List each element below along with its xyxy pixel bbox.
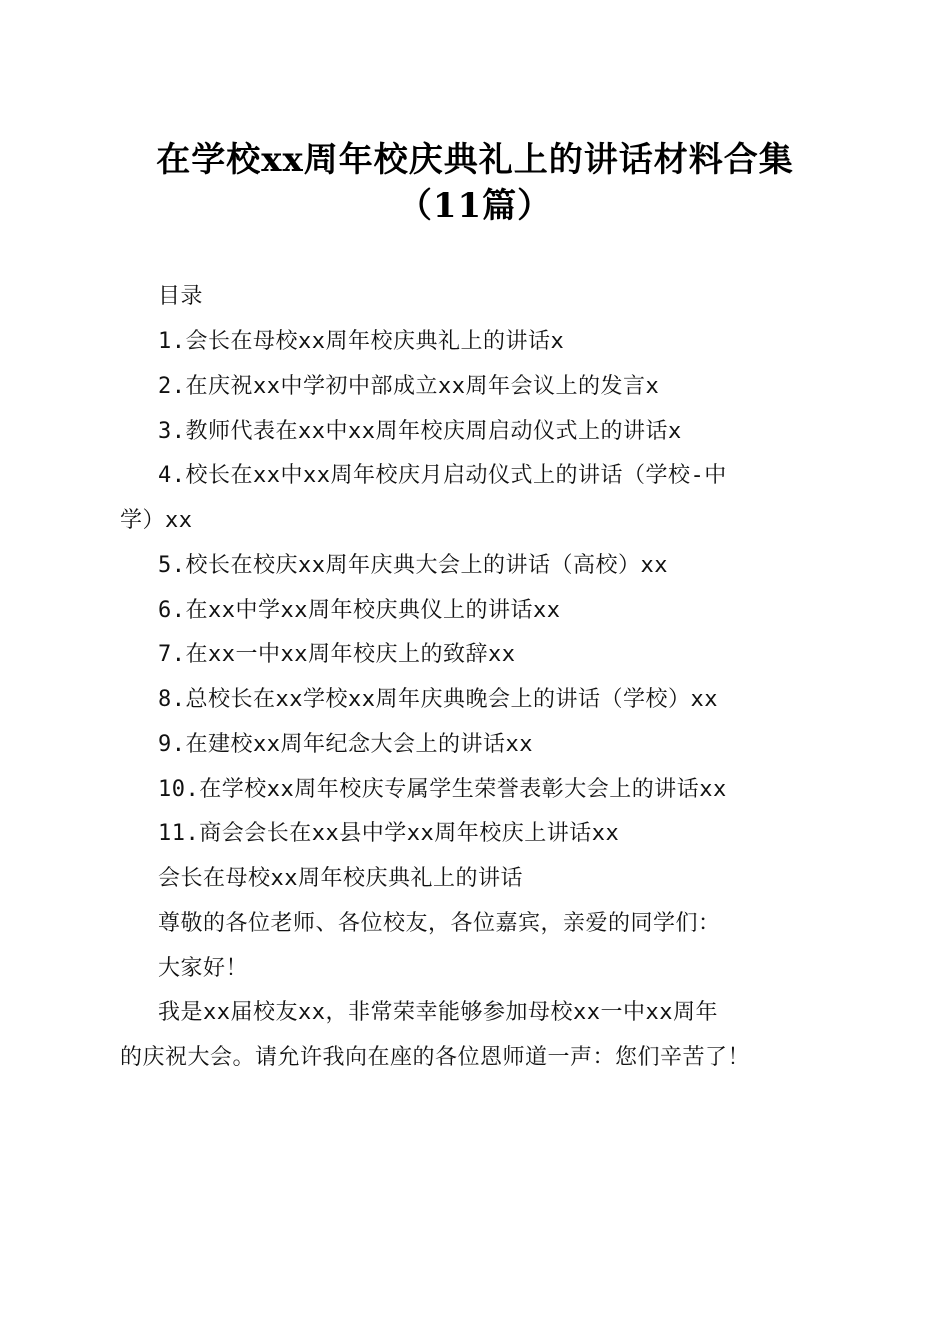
document-title-count: （11篇） xyxy=(397,186,553,226)
toc-item: 8.总校长在xx学校xx周年庆典晚会上的讲话（学校）xx xyxy=(158,687,718,712)
toc-item: 1.会长在母校xx周年校庆典礼上的讲话x xyxy=(158,329,565,354)
toc-item: 10.在学校xx周年校庆专属学生荣誉表彰大会上的讲话xx xyxy=(158,777,727,802)
document-title: 在学校xx周年校庆典礼上的讲话材料合集 xyxy=(156,140,794,180)
paragraph-line: 的庆祝大会。请允许我向在座的各位恩师道一声：您们辛苦了！ xyxy=(120,1045,751,1070)
toc-item-continued: 学）xx xyxy=(120,508,193,533)
toc-item: 11.商会会长在xx县中学xx周年校庆上讲话xx xyxy=(158,821,620,846)
toc-item: 5.校长在校庆xx周年庆典大会上的讲话（高校）xx xyxy=(158,553,668,578)
salutation: 尊敬的各位老师、各位校友，各位嘉宾，亲爱的同学们： xyxy=(158,911,721,936)
toc-item: 7.在xx一中xx周年校庆上的致辞xx xyxy=(158,642,516,667)
speech-title: 会长在母校xx周年校庆典礼上的讲话 xyxy=(158,866,523,891)
paragraph-line: 我是xx届校友xx，非常荣幸能够参加母校xx一中xx周年 xyxy=(158,1000,718,1025)
toc-item: 3.教师代表在xx中xx周年校庆周启动仪式上的讲话x xyxy=(158,419,682,444)
toc-item: 2.在庆祝xx中学初中部成立xx周年会议上的发言x xyxy=(158,374,660,399)
toc-item: 4.校长在xx中xx周年校庆月启动仪式上的讲话（学校-中 xyxy=(158,463,727,488)
toc-item: 6.在xx中学xx周年校庆典仪上的讲话xx xyxy=(158,598,561,623)
toc-item: 9.在建校xx周年纪念大会上的讲话xx xyxy=(158,732,533,757)
toc-heading: 目录 xyxy=(158,284,204,309)
greeting: 大家好！ xyxy=(158,956,249,981)
